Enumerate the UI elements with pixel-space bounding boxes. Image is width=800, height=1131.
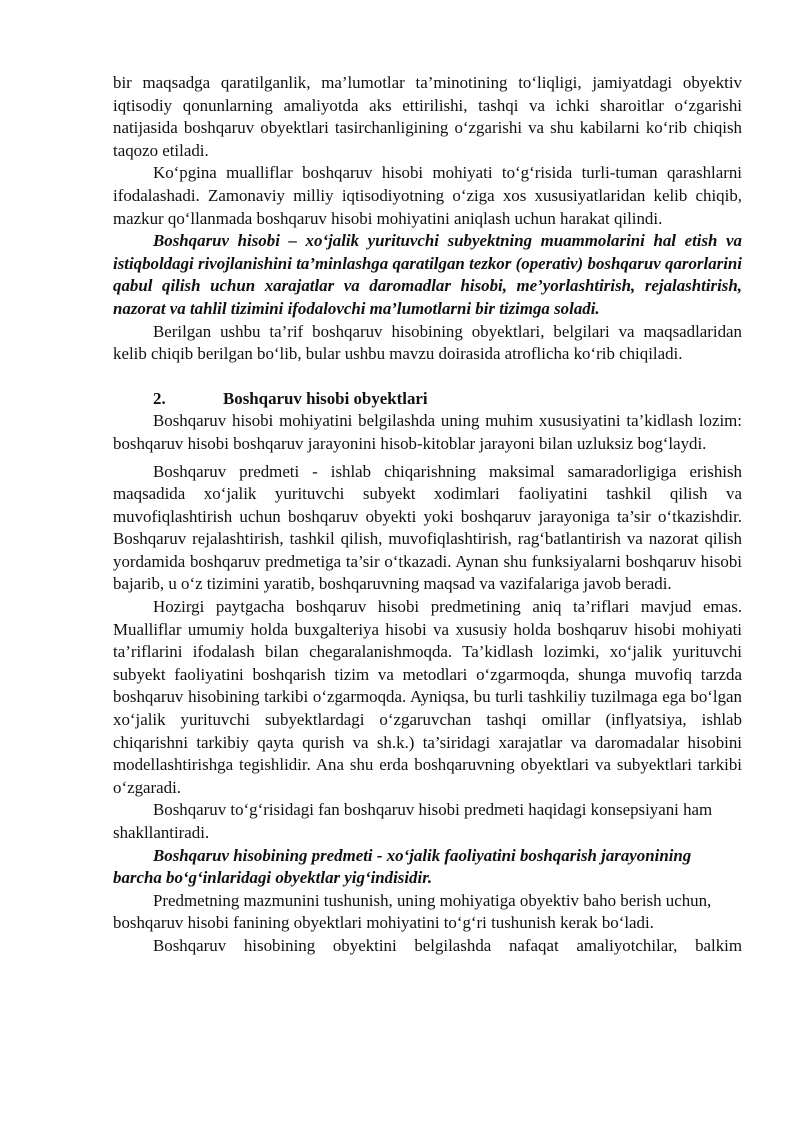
definition-management-accounting: Boshqaruv hisobi – xo‘jalik yurituvchi subyektning muammolarini hal etish va istiqboldagi rivojlanishini ta’minlashga qaratilgan tezkor (operativ) boshqaruv qarorlarini qabul qilish uchun xarajatlar va daromadlar hisobi, me’yorlashtirish, rejalashtirish, nazorat va tahlil tizimini ifodalovchi ma’lumotlarni bir tizimga soladi. [113,231,742,318]
paragraph-definition-explanation: Berilgan ushbu ta’rif boshqaruv hisobining obyektlari, belgilari va maqsadlaridan kelib chiqib berilgan bo‘lib, bular ushbu mavzu doirasida atroflicha ko‘rib chiqiladi. [113,321,742,364]
paragraph-key-feature: Boshqaruv hisobi mohiyatini belgilashda uning muhim xususiyatini ta’kidlash lozim: boshqaruv hisobi boshqaruv jarayonini hisob-kitoblar jarayoni bilan uzluksiz bog‘laydi. [113,411,742,453]
paragraph-understanding: Predmetning mazmunini tushunish, uning mohiyatiga obyektiv baho berish uchun, boshqaruv hisobi fanining obyektlari mohiyatini to‘g‘ri tushunish kerak bo‘ladi. [113,890,712,933]
definition-subject: Boshqaruv hisobining predmeti - xo‘jalik faoliyatini boshqarish jarayonining barcha bo‘g‘inlaridagi obyektlar yig‘indisidir. [113,845,692,888]
paragraph-concept: Boshqaruv to‘g‘risidagi fan boshqaruv hisobi predmeti haqidagi konsepsiyani ham shakllantiradi. [113,800,713,842]
paragraph-objects-start: Boshqaruv hisobining obyektini belgilashda nafaqat amaliyotchilar, balkim [153,935,742,955]
paragraph-management-subject: Boshqaruv predmeti - ishlab chiqarishning maksimal samaradorligiga erishish maqsadida xo‘jalik yurituvchi subyekt xodimlari faoliyatini tashkil qilish va muvofiqlashtirish uchun boshqaruv obyekti yoki boshqaruv jarayoniga ta’sir o‘tkazishdir. Boshqaruv rejalashtirish, tashkil qilish, muvofiqlashtirish, rag‘batlantirish va nazorat qilish yordamida boshqaruv predmetiga ta’sir o‘tkazadi. Aynan shu funksiyalarni boshqaruv hisobi bajarib, u o‘z tizimini yaratib, boshqaruvning maqsad va vazifalariga javob beradi. [113,461,742,594]
paragraph-intro-continuation: bir maqsadga qaratilganlik, ma’lumotlar ta’minotining to‘liqligi, jamiyatdagi obyektiv iqtisodiy qonunlarning amaliyotda aks ettirilishi, tashqi va ichki sharoitlar o‘zgarishi natijasida boshqaruv obyektlari tasirchanligining o‘zgarishi va shu kabilarni ko‘rib chiqish taqozo etiladi. [113,73,742,160]
section-title: Boshqaruv hisobi obyektlari [223,388,428,408]
paragraph-no-definitions: Hozirgi paytgacha boshqaruv hisobi predmetining aniq ta’riflari mavjud emas. Mualliflar umumiy holda buxgalteriya hisobi va xususiy holda boshqaruv hisobi mohiyati ta’riflarini ifodalash bilan chegaralanishmoqda. Ta’kidlash lozimki, xo‘jalik yurituvchi subyekt faoliyatini boshqarish tizim va metodlari o‘zgarmoqda, shunga muvofiq tarzda boshqaruv hisobining tarkibi o‘zgarmoqda. Ayniqsa, bu turli tashkiliy tuzilmaga ega bo‘lgan xo‘jalik yurituvchi subyektlardagi o‘zgaruvchan tashqi omillar (inflyatsiya, ishlab chiqarishni tarkibiy qayta qurish va sh.k.) ta’siridagi xarajatlar va daromadalar hisobini modellashtirishga tegishlidir. Ana shu erda boshqaruvning obyektlari va subyektlari tarkibi o‘zgaradi. [113,597,742,797]
paragraph-authors-views: Ko‘pgina mualliflar boshqaruv hisobi mohiyati to‘g‘risida turli-tuman qarashlarni ifodalashadi. Zamonaviy milliy iqtisodiyotning o‘ziga xos xususiyatlaridan kelib chiqib, mazkur qo‘llanmada boshqaruv hisobi mohiyatini aniqlash uchun harakat qilindi. [113,163,742,228]
section-heading [113,388,742,411]
section-number: 2. [153,388,166,408]
document-page [113,72,742,958]
